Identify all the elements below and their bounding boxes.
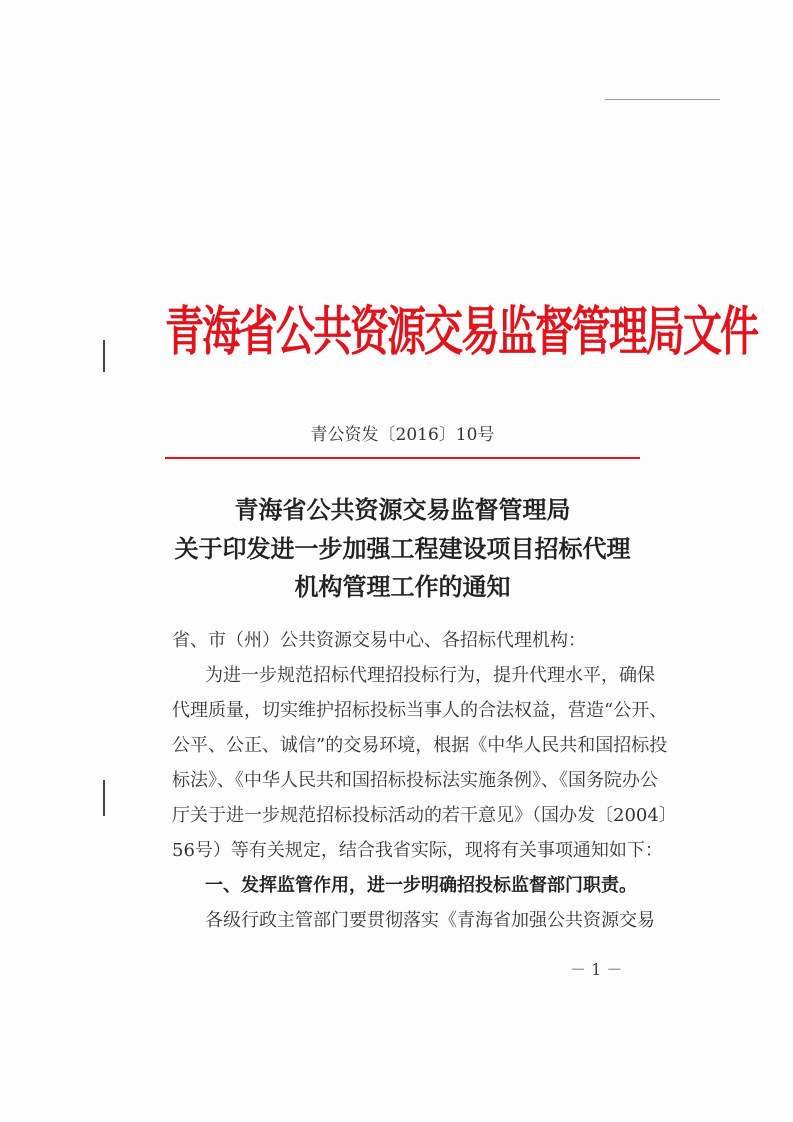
heading-line: 青海省公共资源交易监督管理局 (234, 495, 571, 524)
body-line: 56号）等有关规定，结合我省实际，现将有关事项通知如下： (172, 840, 663, 861)
heading-line: 关于印发进一步加强工程建设项目招标代理 (174, 534, 631, 563)
body-line: 厅关于进一步规范招标投标活动的若干意见》（国办发〔2004〕 (172, 805, 677, 826)
page-number: － 1 － (570, 960, 623, 979)
document-number: 青公资发〔2016〕10号 (310, 425, 495, 445)
section-heading: 一、发挥监管作用，进一步明确招投标监督部门职责。 (205, 875, 637, 896)
body-line: 标法》、《中华人民共和国招标投标法实施条例》、《国务院办公 (172, 770, 658, 791)
heading-line: 机构管理工作的通知 (294, 572, 511, 601)
body-line: 为进一步规范招标代理招投标行为，提升代理水平，确保 (205, 665, 655, 686)
body-line: 公平、公正、诚信”的交易环境，根据《中华人民共和国招标投 (172, 735, 668, 756)
red-divider (165, 457, 640, 459)
issuer-title: 青海省公共资源交易监督管理局文件 (165, 301, 758, 364)
body-line: 各级行政主管部门要贯彻落实《青海省加强公共资源交易 (205, 910, 655, 931)
binding-mark (103, 780, 105, 816)
binding-mark (103, 340, 105, 372)
body-line: 代理质量，切实维护招标投标当事人的合法权益，营造“公开、 (172, 700, 668, 721)
salutation: 省、市（州）公共资源交易中心、各招标代理机构： (172, 630, 586, 651)
scan-line (605, 99, 720, 100)
